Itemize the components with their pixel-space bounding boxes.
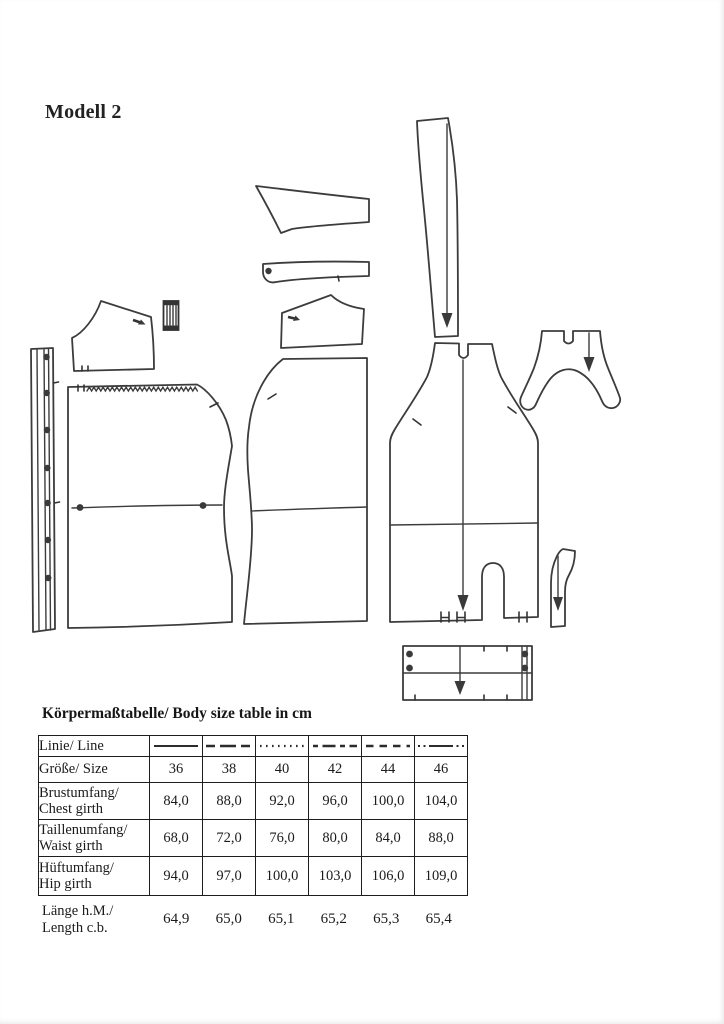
gathering-zigzag xyxy=(87,387,197,391)
value-cell: 96,0 xyxy=(309,783,362,820)
label-de: Länge h.M./ xyxy=(42,903,114,919)
value-cell: 84,0 xyxy=(362,820,415,857)
value-cell: 97,0 xyxy=(203,857,256,896)
value-cell: 88,0 xyxy=(203,783,256,820)
pattern-piece-pinafore xyxy=(390,343,538,622)
length-value: 64,9 xyxy=(163,911,190,928)
grain-arrow-icon xyxy=(584,333,595,372)
line-style-cell xyxy=(203,736,256,757)
length-value: 65,4 xyxy=(425,911,452,928)
pattern-piece-back xyxy=(244,358,367,624)
pattern-piece-strap xyxy=(417,118,458,337)
value-cell: 103,0 xyxy=(309,857,362,896)
grain-arrow-icon xyxy=(458,360,469,611)
table-title: Körpermaßtabelle/ Body size table in cm xyxy=(42,705,312,722)
row-label-line: Linie/ Line xyxy=(39,736,150,757)
value-cell: 109,0 xyxy=(415,857,468,896)
pattern-piece-front xyxy=(68,385,232,629)
table-row-waist-girth xyxy=(39,820,468,857)
line-style-cell xyxy=(415,736,468,757)
line-style-cell xyxy=(150,736,203,757)
pattern-piece-placket xyxy=(164,301,179,330)
line-style-cell xyxy=(309,736,362,757)
pattern-piece-belt-loop xyxy=(551,549,575,627)
grain-mark-icon xyxy=(133,320,146,325)
table-row-sizes xyxy=(39,757,468,783)
label-en: Hip girth xyxy=(39,876,92,892)
page-title: Modell 2 xyxy=(45,101,122,123)
length-value: 65,2 xyxy=(320,911,347,928)
line-style-cell xyxy=(256,736,309,757)
pattern-piece-collar-band xyxy=(263,262,369,283)
row-label-chest xyxy=(39,783,150,820)
table-row-hip-girth xyxy=(39,857,468,896)
size-cell: 38 xyxy=(203,757,256,783)
size-cell: 36 xyxy=(150,757,203,783)
length-row xyxy=(38,903,465,936)
length-value: 65,0 xyxy=(215,911,242,928)
value-cell: 92,0 xyxy=(256,783,309,820)
length-value: 65,1 xyxy=(268,911,295,928)
pattern-piece-collar xyxy=(256,186,369,233)
value-cell: 76,0 xyxy=(256,820,309,857)
table-row-chest-girth xyxy=(39,783,468,820)
value-cell: 84,0 xyxy=(150,783,203,820)
body-size-table xyxy=(38,735,468,896)
grain-mark-icon xyxy=(288,316,300,322)
row-label-hip xyxy=(39,857,150,896)
value-cell: 104,0 xyxy=(415,783,468,820)
grain-arrow-icon xyxy=(442,124,453,328)
row-label-waist xyxy=(39,820,150,857)
value-cell: 106,0 xyxy=(362,857,415,896)
pattern-piece-button-band xyxy=(31,348,60,632)
value-cell: 100,0 xyxy=(362,783,415,820)
value-cell: 88,0 xyxy=(415,820,468,857)
pattern-piece-front-yoke xyxy=(72,301,154,371)
label-de: Brustumfang/ xyxy=(39,784,119,801)
pattern-piece-back-yoke xyxy=(281,295,364,348)
label-de: Taillenumfang/ xyxy=(39,821,128,838)
value-cell: 100,0 xyxy=(256,857,309,896)
size-cell: 42 xyxy=(309,757,362,783)
line-style-cell xyxy=(362,736,415,757)
value-cell: 94,0 xyxy=(150,857,203,896)
value-cell: 80,0 xyxy=(309,820,362,857)
value-cell: 72,0 xyxy=(203,820,256,857)
value-cell: 68,0 xyxy=(150,820,203,857)
table-row-line-styles xyxy=(39,736,468,757)
pattern-piece-waistband xyxy=(403,646,532,700)
row-label-length xyxy=(38,903,150,936)
row-label-size: Größe/ Size xyxy=(39,757,150,783)
size-cell: 46 xyxy=(415,757,468,783)
label-en: Length c.b. xyxy=(42,919,108,936)
size-cell: 44 xyxy=(362,757,415,783)
label-en: Chest girth xyxy=(39,801,104,817)
label-de: Hüftumfang/ xyxy=(39,859,114,876)
pattern-piece-facing xyxy=(520,331,620,410)
length-value: 65,3 xyxy=(373,911,400,928)
size-cell: 40 xyxy=(256,757,309,783)
grain-arrow-icon xyxy=(455,673,466,695)
label-en: Waist girth xyxy=(39,838,103,854)
